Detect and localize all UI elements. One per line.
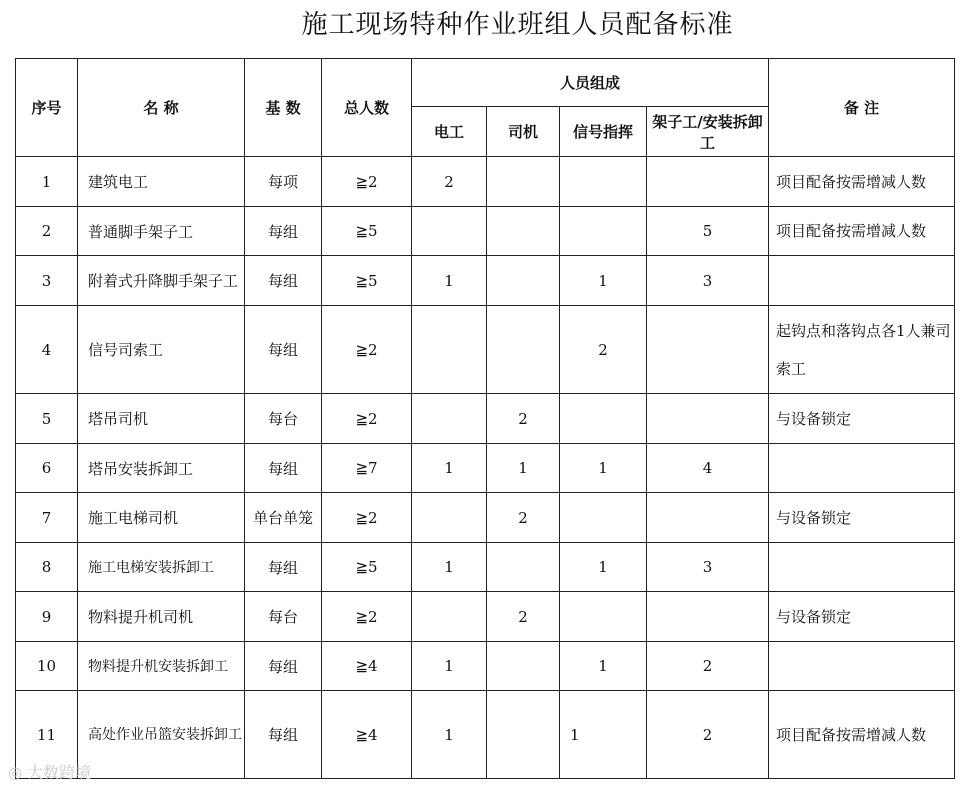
header-electrician: 电工: [412, 107, 487, 157]
cell-seq: 5: [16, 394, 78, 444]
cell-scaffold: [647, 157, 769, 207]
cell-remark: [769, 256, 955, 306]
cell-remark: 与设备锁定: [769, 493, 955, 543]
cell-total: ≧2: [322, 157, 412, 207]
cell-remark: 项目配备按需增减人数: [769, 691, 955, 779]
cell-signal: 1: [560, 691, 647, 779]
cell-total: ≧5: [322, 256, 412, 306]
cell-name: 施工电梯司机: [78, 493, 245, 543]
cell-scaffold: 3: [647, 543, 769, 592]
cell-driver: [487, 306, 560, 394]
cell-base: 每组: [245, 207, 322, 256]
cell-scaffold: [647, 493, 769, 543]
header-name: 名 称: [78, 59, 245, 157]
cell-total: ≧4: [322, 642, 412, 691]
cell-name: 附着式升降脚手架子工: [78, 256, 245, 306]
cell-seq: 3: [16, 256, 78, 306]
cell-scaffold: 2: [647, 642, 769, 691]
table-row: [16, 691, 955, 779]
cell-total: ≧4: [322, 691, 412, 779]
table-row: [16, 543, 955, 592]
cell-name: 普通脚手架子工: [78, 207, 245, 256]
cell-electrician: [412, 306, 487, 394]
cell-remark: 项目配备按需增减人数: [769, 207, 955, 256]
cell-remark: [769, 642, 955, 691]
cell-signal: 1: [560, 444, 647, 493]
cell-seq: 2: [16, 207, 78, 256]
cell-remark: 与设备锁定: [769, 394, 955, 444]
table-row: [16, 207, 955, 256]
cell-seq: 10: [16, 642, 78, 691]
header-group: 人员组成: [412, 59, 769, 107]
cell-base: 每组: [245, 543, 322, 592]
cell-driver: [487, 256, 560, 306]
header-scaffold: 架子工/安装拆卸工: [647, 107, 769, 157]
cell-name: 物料提升机司机: [78, 592, 245, 642]
cell-seq: 7: [16, 493, 78, 543]
cell-name: 高处作业吊篮安装拆卸工: [78, 691, 245, 779]
cell-driver: 1: [487, 444, 560, 493]
header-seq: 序号: [16, 59, 78, 157]
cell-base: 每组: [245, 256, 322, 306]
cell-scaffold: 4: [647, 444, 769, 493]
cell-electrician: [412, 493, 487, 543]
cell-signal: 1: [560, 256, 647, 306]
cell-total: ≧7: [322, 444, 412, 493]
watermark: [8, 760, 91, 783]
cell-name: 施工电梯安装拆卸工: [78, 543, 245, 592]
cell-signal: 1: [560, 543, 647, 592]
watermark-text: 大数跨境: [27, 763, 92, 782]
cell-signal: [560, 394, 647, 444]
header-signal: 信号指挥: [560, 107, 647, 157]
cell-scaffold: 5: [647, 207, 769, 256]
cell-name: 建筑电工: [78, 157, 245, 207]
cell-remark: [769, 444, 955, 493]
cell-seq: 1: [16, 157, 78, 207]
table-row: [16, 592, 955, 642]
cell-electrician: 1: [412, 444, 487, 493]
cell-signal: [560, 157, 647, 207]
cell-driver: 2: [487, 592, 560, 642]
cell-total: ≧5: [322, 543, 412, 592]
cell-signal: [560, 592, 647, 642]
cell-remark: [769, 543, 955, 592]
cell-name: 信号司索工: [78, 306, 245, 394]
cell-scaffold: 3: [647, 256, 769, 306]
header-total: 总人数: [322, 59, 412, 157]
cell-total: ≧2: [322, 493, 412, 543]
cell-total: ≧2: [322, 394, 412, 444]
cell-signal: [560, 207, 647, 256]
cell-base: 每组: [245, 642, 322, 691]
cell-remark: 与设备锁定: [769, 592, 955, 642]
cell-scaffold: 2: [647, 691, 769, 779]
cell-electrician: [412, 394, 487, 444]
staffing-table: [15, 58, 955, 779]
cell-base: 每项: [245, 157, 322, 207]
cell-driver: 2: [487, 493, 560, 543]
table-row: [16, 256, 955, 306]
cell-base: 每组: [245, 306, 322, 394]
cell-signal: 1: [560, 642, 647, 691]
cell-driver: [487, 157, 560, 207]
cell-name: 塔吊司机: [78, 394, 245, 444]
cell-electrician: 1: [412, 256, 487, 306]
document-title: 施工现场特种作业班组人员配备标准: [301, 10, 734, 40]
cell-driver: 2: [487, 394, 560, 444]
cell-driver: [487, 207, 560, 256]
cell-scaffold: [647, 394, 769, 444]
cell-driver: [487, 642, 560, 691]
cell-seq: 4: [16, 306, 78, 394]
cell-base: 每组: [245, 691, 322, 779]
cell-signal: 2: [560, 306, 647, 394]
cell-base: 每台: [245, 394, 322, 444]
cell-total: ≧2: [322, 592, 412, 642]
cell-electrician: 2: [412, 157, 487, 207]
cell-driver: [487, 691, 560, 779]
cell-electrician: 1: [412, 543, 487, 592]
cell-base: 每台: [245, 592, 322, 642]
cell-base: 每组: [245, 444, 322, 493]
cell-remark: 起钩点和落钩点各1人兼司索工: [769, 306, 955, 394]
cell-electrician: 1: [412, 642, 487, 691]
header-base: 基 数: [245, 59, 322, 157]
cell-electrician: [412, 592, 487, 642]
cell-seq: 9: [16, 592, 78, 642]
cell-name: 物料提升机安装拆卸工: [78, 642, 245, 691]
table-row: [16, 444, 955, 493]
cell-base: 单台单笼: [245, 493, 322, 543]
cell-seq: 6: [16, 444, 78, 493]
watermark-logo-icon: ◎: [8, 763, 22, 782]
cell-total: ≧2: [322, 306, 412, 394]
cell-seq: 11: [16, 691, 78, 779]
cell-total: ≧5: [322, 207, 412, 256]
header-remark: 备 注: [769, 59, 955, 157]
table-row: [16, 306, 955, 394]
table-row: [16, 493, 955, 543]
cell-electrician: 1: [412, 691, 487, 779]
cell-name: 塔吊安装拆卸工: [78, 444, 245, 493]
cell-driver: [487, 543, 560, 592]
table-row: [16, 394, 955, 444]
cell-remark: 项目配备按需增减人数: [769, 157, 955, 207]
cell-electrician: [412, 207, 487, 256]
cell-scaffold: [647, 592, 769, 642]
cell-seq: 8: [16, 543, 78, 592]
header-driver: 司机: [487, 107, 560, 157]
table-row: [16, 157, 955, 207]
table-row: [16, 642, 955, 691]
cell-signal: [560, 493, 647, 543]
cell-scaffold: [647, 306, 769, 394]
